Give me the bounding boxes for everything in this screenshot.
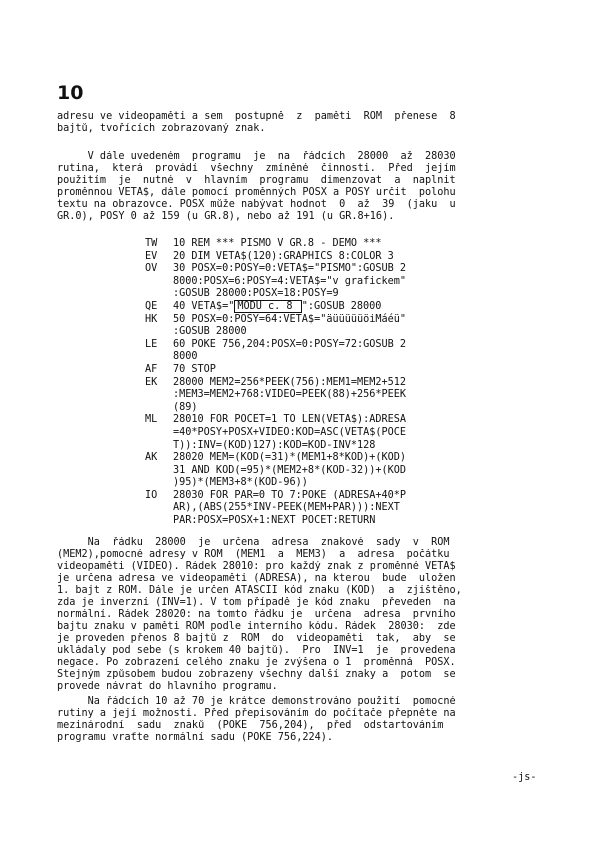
code-line xyxy=(145,389,555,402)
checksum-code: EK xyxy=(145,376,158,388)
text-line: videopaměti (VIDEO). Řádek 28010: pro každý znak z proměnné VETA$ xyxy=(57,561,456,572)
checksum-code xyxy=(145,276,173,289)
code-text: 30 POSX=0:POSY=0:VETA$="PISMO":GOSUB 2 xyxy=(173,263,407,275)
checksum-code xyxy=(145,389,173,402)
code-text: 8000 xyxy=(173,351,198,363)
code-line xyxy=(145,414,555,427)
text-line: rutina, která provádí všechny zmíněné činnosti. Před jejím xyxy=(57,163,456,174)
code-line xyxy=(145,276,555,289)
checksum-code: OV xyxy=(145,263,158,275)
text-line: zda je inverzní (INV=1). V tom případě je kód znaku převeden na xyxy=(57,597,456,608)
code-text: 60 POKE 756,204:POSX=0:POSY=72:GOSUB 2 xyxy=(173,338,407,350)
boxed-string: MODU c. 8 xyxy=(234,300,301,313)
text-line: provede návrat do hlavního programu. xyxy=(57,681,278,692)
code-text: 28030 FOR PAR=0 TO 7:POKE (ADRESA+40*P xyxy=(173,489,407,501)
checksum-code xyxy=(145,440,173,453)
code-line xyxy=(145,364,555,377)
paragraph-routine-description xyxy=(57,151,547,223)
code-line xyxy=(145,427,555,440)
code-line xyxy=(145,301,555,314)
paragraph-demo-note xyxy=(57,696,547,744)
checksum-code xyxy=(145,402,173,415)
author-signature: -js- xyxy=(512,772,537,783)
code-line xyxy=(145,326,555,339)
code-text: :MEM3=MEM2+768:VIDEO=PEEK(88)+256*PEEK xyxy=(173,389,407,401)
checksum-code: HK xyxy=(145,313,158,325)
text-line: je určena adresa ve videopaměti (ADRESA), na kterou bude uložen xyxy=(57,573,456,584)
code-text: 31 AND KOD(=95)*(MEM2+8*(KOD-32))+(KOD xyxy=(173,464,407,476)
code-line xyxy=(145,490,555,503)
checksum-code: TW xyxy=(145,238,158,249)
code-line xyxy=(145,377,555,390)
code-text: 70 STOP xyxy=(173,363,216,375)
text-line: Stejným způsobem budou zobrazeny všechny další znaky a potom se xyxy=(57,669,456,680)
basic-program-listing xyxy=(145,238,555,528)
text-line: rutiny a její možnosti. Před přepisováním do počítače přepněte na xyxy=(57,708,456,719)
code-text: 20 DIM VETA$(120):GRAPHICS 8:COLOR 3 xyxy=(173,250,394,262)
checksum-code xyxy=(145,465,173,478)
code-text: 28010 FOR POCET=1 TO LEN(VETA$):ADRESA xyxy=(173,414,407,426)
checksum-code: ML xyxy=(145,414,158,426)
text-line: použitím je nutné v hlavním programu dimenzovat a naplnit xyxy=(57,175,456,186)
code-line xyxy=(145,440,555,453)
paragraph-line-explanation xyxy=(57,537,547,693)
text-line: je proveden přenos 8 bajtů z ROM do videopaměti tak, aby se xyxy=(57,633,456,644)
checksum-code: LE xyxy=(145,338,158,350)
text-line: mezinárodní sadu znaků (POKE 756,204), před odstartováním xyxy=(57,720,444,731)
text-line: negace. Po zobrazení celého znaku je zvýšena o 1 proměnná POSX. xyxy=(57,657,456,668)
code-text: :GOSUB 28000 xyxy=(173,326,247,338)
checksum-code xyxy=(145,515,173,528)
code-text: 50 POSX=0:POSY=64:VETA$="äüüüüüöiMáéü" xyxy=(173,313,407,325)
code-text-part: ":GOSUB 28000 xyxy=(301,300,382,312)
text-line: textu na obrazovce. POSX může nabývat hodnot 0 až 39 (jaku u xyxy=(57,199,456,210)
checksum-code xyxy=(145,427,173,440)
checksum-code: EV xyxy=(145,250,158,262)
checksum-code xyxy=(145,288,173,301)
code-line xyxy=(145,251,555,264)
checksum-code: AK xyxy=(145,452,158,464)
checksum-code xyxy=(145,502,173,515)
code-text: 28020 MEM=(KOD(=31)*(MEM1+8*KOD)+(KOD) xyxy=(173,452,407,464)
text-line: bajtu znaku v paměti ROM podle interního kódu. Řádek 28030: zde xyxy=(57,621,456,632)
code-text xyxy=(173,301,381,314)
text-line: bajtů, tvořících zobrazovaný znak. xyxy=(57,123,266,134)
text-line: proměnnou VETA$, dále pomocí proměnných POSX a POSY určit polohu xyxy=(57,187,456,198)
text-line: 1. bajt z ROM. Dále je určen ATASCII kód znaku (KOD) a zjištěno, xyxy=(57,585,462,596)
code-text: :GOSUB 28000:POSX=18:POSY=9 xyxy=(173,288,339,300)
code-line xyxy=(145,263,555,276)
code-text: )95)*(MEM3+8*(KOD-96)) xyxy=(173,477,308,489)
checksum-code xyxy=(145,351,173,364)
code-line xyxy=(145,465,555,478)
text-line: ukládaly pod sebe (s krokem 40 bajtů). Pro INV=1 je provedena xyxy=(57,645,456,656)
checksum-code: QE xyxy=(145,300,158,312)
text-line: Na řádku 28000 je určena adresa znakové sady v ROM xyxy=(57,537,450,548)
code-text: AR),(ABS(255*INV-PEEK(MEM+PAR))):NEXT xyxy=(173,502,400,514)
code-line xyxy=(145,288,555,301)
code-text: 8000:POSX=6:POSY=4:VETA$="v grafickem" xyxy=(173,275,407,287)
code-text: 10 REM *** PISMO V GR.8 - DEMO *** xyxy=(173,238,382,249)
code-line xyxy=(145,452,555,465)
code-line xyxy=(145,351,555,364)
text-line: GR.0), POSY 0 až 159 (u GR.8), nebo až 191 (u GR.8+16). xyxy=(57,211,395,222)
text-line: normální. Řádek 28020: na tomto řádku je určena adresa prvního xyxy=(57,609,456,620)
code-text-part: 40 VETA$=" xyxy=(173,300,235,312)
code-line xyxy=(145,339,555,352)
text-line: programu vraťte normální sadu (POKE 756,224). xyxy=(57,732,334,743)
code-line xyxy=(145,477,555,490)
code-line xyxy=(145,314,555,327)
text-line: (MEM2),pomocné adresy v ROM (MEM1 a MEM3) a adresa počátku xyxy=(57,549,450,560)
text-line: Na řádcích 10 až 70 je krátce demonstrováno použití pomocné xyxy=(57,696,456,707)
checksum-code xyxy=(145,477,173,490)
code-text: 28000 MEM2=256*PEEK(756):MEM1=MEM2+512 xyxy=(173,376,407,388)
text-line: adresu ve videopaměti a sem postupně z paměti ROM přenese 8 xyxy=(57,111,456,122)
paragraph-intro xyxy=(57,111,547,135)
code-line xyxy=(145,238,555,251)
checksum-code: AF xyxy=(145,363,158,375)
page-number: 10 xyxy=(57,82,84,104)
code-line xyxy=(145,502,555,515)
code-text: T)):INV=(KOD)127):KOD=KOD-INV*128 xyxy=(173,439,376,451)
code-line xyxy=(145,402,555,415)
code-text: PAR:POSX=POSX+1:NEXT POCET:RETURN xyxy=(173,515,376,527)
checksum-code: IO xyxy=(145,489,158,501)
code-line xyxy=(145,515,555,528)
checksum-code xyxy=(145,326,173,339)
code-text: =40*POSY+POSX+VIDEO:KOD=ASC(VETA$(POCE xyxy=(173,426,407,438)
code-text: (89) xyxy=(173,401,198,413)
text-line: V dále uvedeném programu je na řádcích 28000 až 28030 xyxy=(57,151,456,162)
